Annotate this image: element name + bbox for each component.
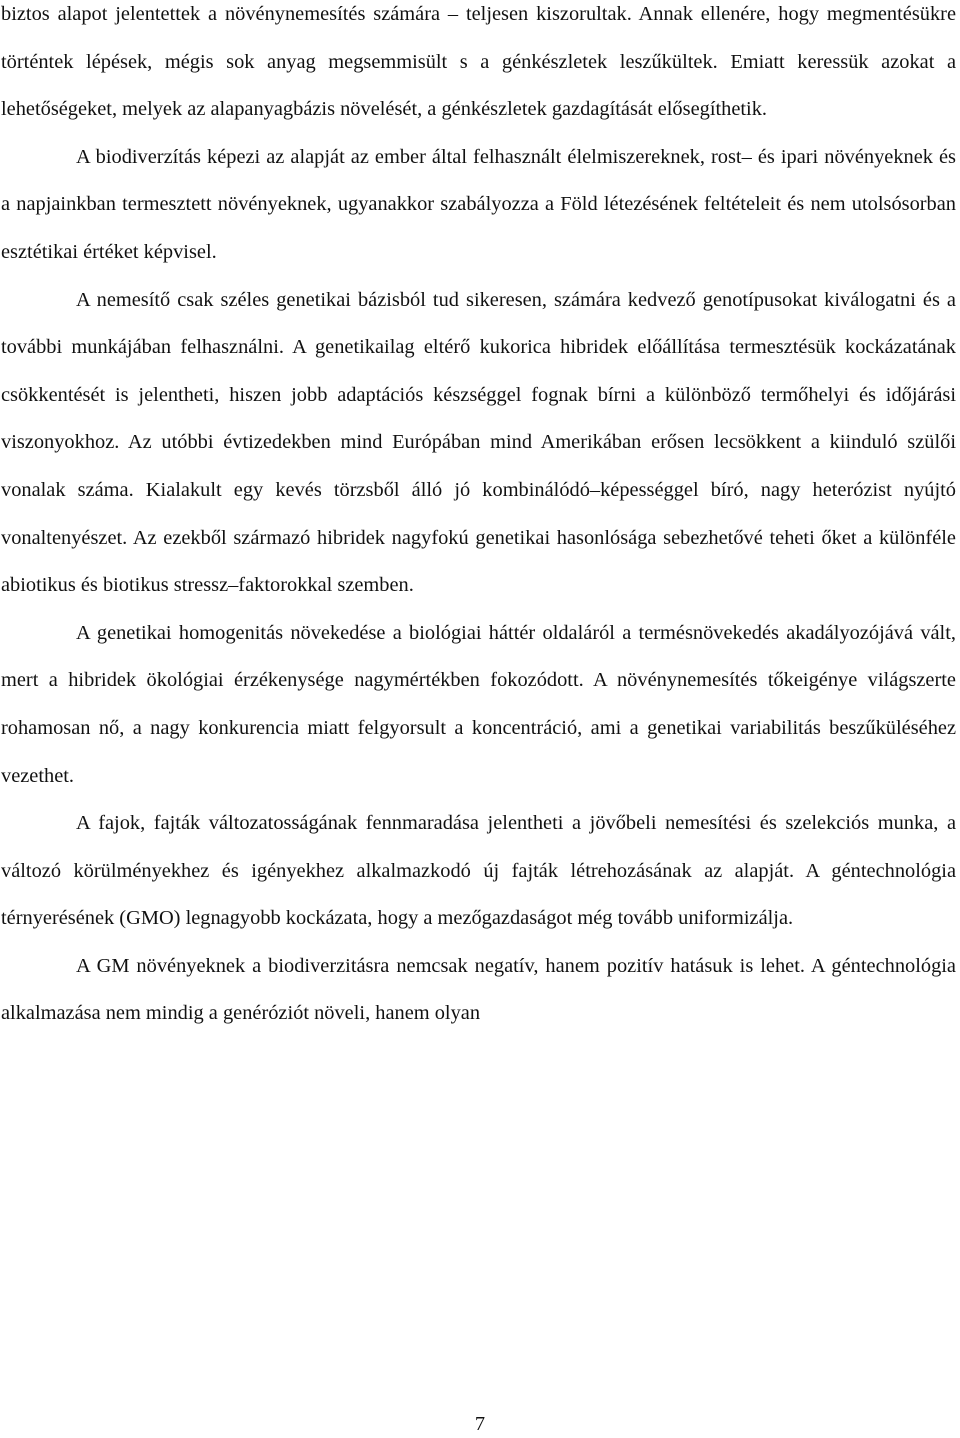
paragraph-6: A GM növényeknek a biodiverzitásra nemcsak negatív, hanem pozitív hatásuk is lehet. A géntechnológia alkalmazása nem mindig a genéróziót növeli, hanem olyan [1, 954, 956, 1025]
paragraph-1: biztos alapot jelentettek a növénynemesítés számára – teljesen kiszorultak. Annak ellenére, hogy megmentésükre történtek lépések, mégis sok anyag megsemmisült s a génkészletek leszűkültek. Emiatt keressük azokat a lehetőségeket, melyek az alapanyagbázis növelését, a génkészletek gazdagítását elősegíthetik. [1, 3, 956, 121]
body-text [1, 0, 956, 1038]
paragraph-3: A nemesítő csak széles genetikai bázisból tud sikeresen, számára kedvező genotípusokat kiválogatni és a további munkájában felhasználni. A genetikailag eltérő kukorica hibridek előállítása termesztésük kockázatának csökkentését is jelentheti, hiszen jobb adaptációs készséggel fognak bírni a különböző termőhelyi és időjárási viszonyokhoz. Az utóbbi évtizedekben mind Európában mind Amerikában erősen lecsökkent a kiinduló szülői vonalak száma. Kialakult egy kevés törzsből álló jó kombinálódó–képességgel bíró, nagy heterózist nyújtó vonaltenyészet. Az ezekből származó hibridek nagyfokú genetikai hasonlósága sebezhetővé teheti őket a különféle abiotikus és biotikus stressz–faktorokkal szemben. [1, 288, 956, 597]
page-number: 7 [474, 1413, 486, 1435]
paragraph-2: A biodiverzítás képezi az alapját az ember által felhasznált élelmiszereknek, rost– és ipari növényeknek és a napjainkban termesztett növényeknek, ugyanakkor szabályozza a Föld létezésének feltételeit és nem utolsósorban esztétikai értéket képvisel. [1, 145, 956, 263]
paragraph-4: A genetikai homogenitás növekedése a biológiai háttér oldaláról a termésnövekedés akadályozójává vált, mert a hibridek ökológiai érzékenysége nagymértékben fokozódott. A növénynemesítés tőkeigénye világszerte rohamosan nő, a nagy konkurencia miatt felgyorsult a koncentráció, ami a genetikai variabilitás beszűküléséhez vezethet. [1, 621, 956, 787]
paragraph-5: A fajok, fajták változatosságának fennmaradása jelentheti a jövőbeli nemesítési és szelekciós munka, a változó körülményekhez és igényekhez alkalmazkodó új fajták létrehozásának az alapját. A géntechnológia térnyerésének (GMO) legnagyobb kockázata, hogy a mezőgazdaságot még tovább uniformizálja. [1, 812, 956, 930]
